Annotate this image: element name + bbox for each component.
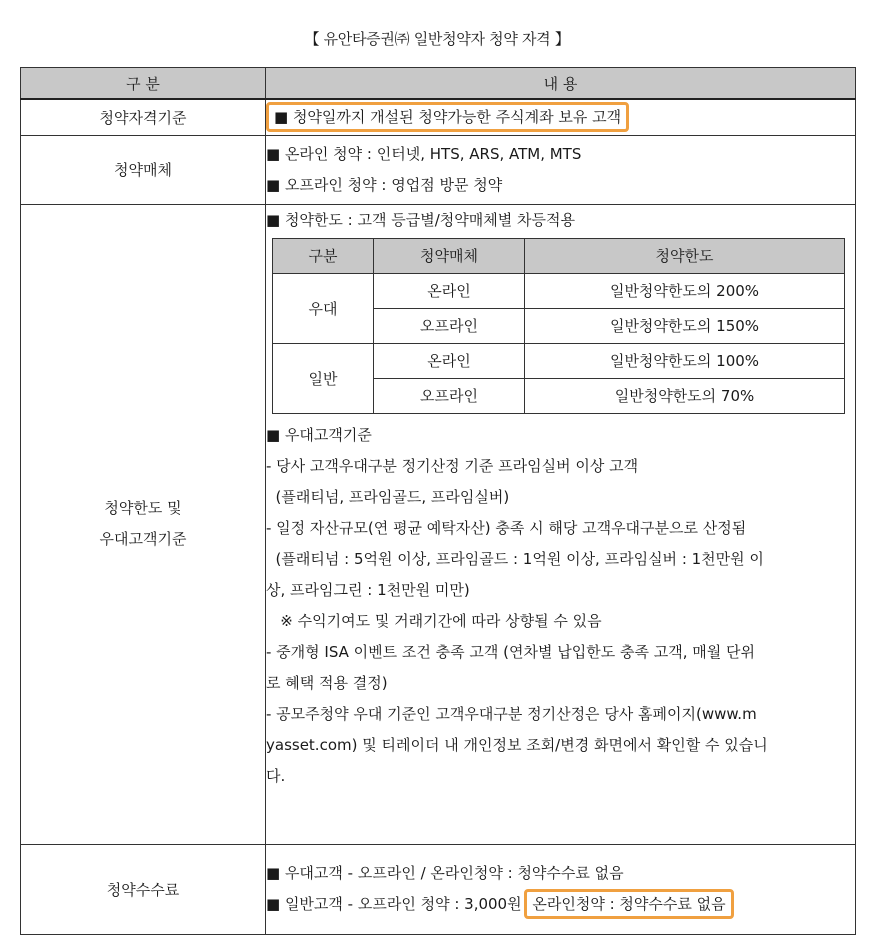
inner-header-limit: 청약한도: [525, 238, 845, 273]
inner-header-media: 청약매체: [374, 238, 525, 273]
criteria-line: - 공모주청약 우대 기준인 고객우대구분 정기산정은 당사 홈페이지(www.m: [266, 704, 757, 723]
criteria-line: - 일정 자산규모(연 평균 예탁자산) 충족 시 해당 고객우대구분으로 산정됨: [266, 518, 747, 537]
subscription-qualification-table: [20, 67, 856, 935]
preferred-criteria: [266, 420, 855, 792]
media-label: 청약매체: [21, 135, 266, 204]
fee-general-offline: ■ 일반고객 - 오프라인 청약 : 3,000원: [266, 895, 522, 913]
inner-media-cell: 오프라인: [374, 308, 525, 343]
media-online: ■ 온라인 청약 : 인터넷, HTS, ARS, ATM, MTS: [266, 144, 582, 163]
qualification-text-highlight: ■ 청약일까지 개설된 청약가능한 주식계좌 보유 고객: [268, 104, 627, 130]
media-content: [266, 135, 856, 204]
criteria-line: - 중개형 ISA 이벤트 조건 충족 고객 (연차별 납입한도 충족 고객, 매월 단위: [266, 642, 755, 661]
criteria-line: (플래티넘, 프라임골드, 프라임실버): [266, 487, 510, 506]
qualification-label: 청약자격기준: [21, 99, 266, 135]
row-qualification: [21, 99, 856, 135]
table-row: [273, 273, 845, 308]
fee-label: 청약수수료: [21, 844, 266, 934]
inner-limit-cell: 일반청약한도의 100%: [525, 343, 845, 378]
group-preferred: 우대: [273, 273, 374, 343]
inner-limit-cell: 일반청약한도의 150%: [525, 308, 845, 343]
row-media: [21, 135, 856, 204]
media-offline: ■ 오프라인 청약 : 영업점 방문 청약: [266, 175, 503, 194]
fee-preferred: ■ 우대고객 - 오프라인 / 온라인청약 : 청약수수료 없음: [266, 864, 624, 882]
document-title: 【 유안타증권㈜ 일반청약자 청약 자격 】: [304, 30, 570, 48]
row-limit: [21, 204, 856, 844]
limit-inner-table: [272, 238, 845, 414]
inner-media-cell: 온라인: [374, 273, 525, 308]
row-fee: [21, 844, 856, 934]
header-category: 구 분: [21, 68, 266, 100]
criteria-line: ※ 수익기여도 및 거래기간에 따라 상향될 수 있음: [266, 611, 602, 630]
limit-label: [21, 204, 266, 844]
inner-media-cell: 온라인: [374, 343, 525, 378]
criteria-line: ■ 우대고객기준: [266, 425, 372, 444]
criteria-line: yasset.com) 및 티레이더 내 개인정보 조회/변경 화면에서 확인할 수 있습니: [266, 735, 768, 754]
criteria-line: 상, 프라임그린 : 1천만원 미만): [266, 580, 470, 599]
inner-header-category: 구분: [273, 238, 374, 273]
limit-label-line1: 청약한도 및: [104, 499, 182, 517]
table-row: [273, 343, 845, 378]
group-general: 일반: [273, 343, 374, 413]
qualification-content: [266, 99, 856, 135]
criteria-line: - 당사 고객우대구분 정기산정 기준 프라임실버 이상 고객: [266, 456, 639, 475]
table-header-row: [21, 68, 856, 100]
inner-limit-cell: 일반청약한도의 70%: [525, 378, 845, 413]
limit-label-line2: 우대고객기준: [99, 530, 187, 548]
criteria-line: 로 혜택 적용 결정): [266, 673, 388, 692]
inner-limit-cell: 일반청약한도의 200%: [525, 273, 845, 308]
criteria-line: (플래티넘 : 5억원 이상, 프라임골드 : 1억원 이상, 프라임실버 : 1천만원 이: [266, 549, 764, 568]
criteria-line: 다.: [266, 766, 286, 785]
limit-content: [266, 204, 856, 844]
header-content: 내 용: [266, 68, 856, 100]
limit-intro: ■ 청약한도 : 고객 등급별/청약매체별 차등적용: [266, 210, 575, 229]
fee-general: [266, 889, 855, 920]
fee-content: [266, 844, 856, 934]
fee-online-highlight: 온라인청약 : 청약수수료 없음: [526, 891, 731, 917]
inner-media-cell: 오프라인: [374, 378, 525, 413]
